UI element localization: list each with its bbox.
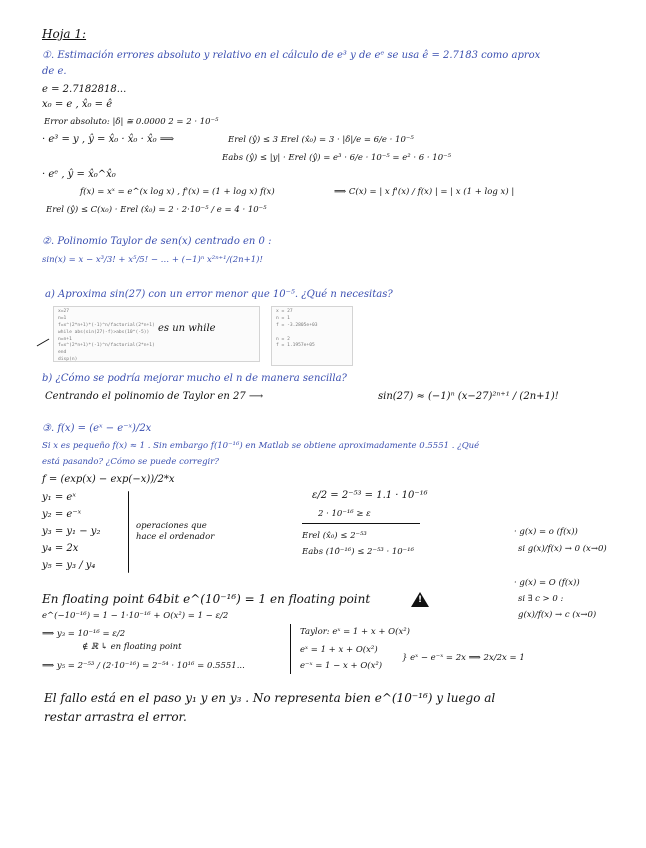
y5-value: ⟹ y₅ = 2⁻⁵³ / (2·10⁻¹⁶) = 2⁻⁵⁴ · 10¹⁶ = 0.5551... xyxy=(42,661,245,671)
fx-definition: f(x) = xˣ = e^(x log x) , f'(x) = (1 + log x) f(x) xyxy=(80,187,275,197)
conclusion-line2: restar arrastra el error. xyxy=(44,710,187,724)
absolute-error-bound: Eabs (ŷ) ≤ |y| · Erel (ŷ) = e³ · 6/e · 10⁻⁵ = e² · 6 · 10⁻⁵ xyxy=(222,153,452,163)
workspace-line: n = 2 xyxy=(276,336,290,342)
epsilon-half: ε/2 = 2⁻⁵³ = 1.1 · 10⁻¹⁶ xyxy=(312,490,428,501)
ex3-question-line1: Si x es pequeño f(x) ≈ 1 . Sin embargo f(10⁻¹⁶) en Matlab se obtiene aproximadamente 0.5551 . ¿Qué xyxy=(42,441,480,451)
code-line: n=1 xyxy=(58,315,67,321)
taylor-exp-neg: e⁻ˣ = 1 − x + O(x²) xyxy=(300,661,383,671)
divider xyxy=(290,624,291,674)
code-line: while abs(sin(27)-f)>abs(10^(-5)) xyxy=(58,329,150,335)
code-line: n=n+1 xyxy=(58,336,72,342)
while-note: es un while xyxy=(158,323,216,334)
computer-operations-note: operaciones que hace el ordenador xyxy=(136,521,215,543)
step-y2: y₂ = e⁻ˣ xyxy=(42,509,82,520)
relative-error-bound: Erel (ŷ) ≤ 3 Erel (x̂₀) = 3 · |δ|/e = 6/e · 10⁻⁵ xyxy=(228,135,414,145)
floating-point-note: En floating point 64bit e^(10⁻¹⁶) = 1 en floating point xyxy=(42,592,371,606)
code-line: disp(n) xyxy=(58,357,78,363)
ex3-relative-error: Erel (x̂₀) ≤ 2⁻⁵³ xyxy=(302,531,367,541)
answer-2b: Centrando el polinomio de Taylor en 27 ⟶ xyxy=(45,391,264,402)
code-line: x=27 xyxy=(58,309,70,314)
matlab-workspace-screenshot xyxy=(271,306,353,366)
taylor-series: sin(x) = x − x³/3! + x⁵/5! − … + (−1)ⁿ x²ⁿ⁺¹/(2n+1)! xyxy=(42,255,263,265)
taylor-exp: eˣ = 1 + x + O(x²) xyxy=(300,645,378,655)
e-cubed-line: · e³ = y , ŷ = x̂₀ · x̂₀ · x̂₀ ⟹ xyxy=(42,134,175,145)
workspace-line: n = 1 xyxy=(276,315,290,321)
ex3-question-line2: está pasando? ¿Cómo se puede corregir? xyxy=(42,457,219,467)
taylor-difference: } eˣ − e⁻ˣ = 2x ⟹ 2x/2x = 1 xyxy=(402,653,525,663)
warning-icon xyxy=(411,592,429,607)
workspace-line: f = 1.1957e+05 xyxy=(276,343,315,349)
workspace-line: f = -3.2805e+03 xyxy=(276,322,318,328)
workspace-line xyxy=(276,330,348,337)
ex1-heading-cont: de e. xyxy=(42,66,67,77)
code-line: f=x^(2*n+1)*(-1)^n/factorial(2*n+1) xyxy=(58,322,155,328)
step-y1: y₁ = eˣ xyxy=(42,492,76,503)
code-lines xyxy=(54,307,259,366)
ex3-absolute-error: Eabs (10̂⁻¹⁶) ≤ 2⁻⁵³ · 10⁻¹⁶ xyxy=(302,547,414,557)
absolute-error: Error absoluto: |δ| ≅ 0.0000 2 = 2 · 10⁻⁵ xyxy=(44,117,219,127)
relative-error-ee: Erel (ŷ) ≤ C(x₀) · Erel (x̂₀) = 2 · 2·10⁻⁵ / e = 4 · 10⁻⁵ xyxy=(46,205,267,215)
workspace-line: x = 27 xyxy=(276,309,293,314)
question-2a: a) Aproxima sin(27) con un error menor que 10⁻⁵. ¿Qué n necesitas? xyxy=(45,289,393,300)
var-lines xyxy=(272,307,352,352)
epsilon-bound: 2 · 10⁻¹⁶ ≥ ε xyxy=(318,509,371,519)
exp-neg-expansion: e^(−10⁻¹⁶) = 1 − 1·10⁻¹⁶ + O(x²) = 1 − ε/2 xyxy=(42,611,229,621)
matlab-code-screenshot xyxy=(53,306,260,362)
x-definition: x₀ = e , x̂₀ = ê xyxy=(42,99,113,110)
y3-note: ∉ ℝ ↳ en floating point xyxy=(82,642,182,652)
code-line: f=x^(2*n+1)*(-1)^n/factorial(2*n+1) xyxy=(58,343,155,349)
big-o-limit: g(x)/f(x) → c (x→0) xyxy=(518,610,597,620)
ex1-heading: ①. Estimación errores absoluto y relativo en el cálculo de e³ y de eᵉ se usa ê = 2.7183 como aprox xyxy=(42,50,541,61)
step-y3: y₃ = y₁ − y₂ xyxy=(42,526,101,537)
ex2-heading: ②. Polinomio Taylor de sen(x) centrado en 0 : xyxy=(42,236,272,247)
big-o-def: · g(x) = O (f(x)) xyxy=(514,578,580,588)
little-o-def: · g(x) = o (f(x)) xyxy=(514,527,578,537)
taylor-note: Taylor: eˣ = 1 + x + O(x²) xyxy=(300,627,410,637)
big-o-condition: si ∃ c > 0 : xyxy=(518,594,564,604)
separator xyxy=(302,523,420,524)
y3-value: ⟹ y₃ = 10⁻¹⁶ = ε/2 xyxy=(42,629,126,639)
arrow-mark xyxy=(37,339,50,347)
little-o-limit: si g(x)/f(x) → 0 (x→0) xyxy=(518,544,607,554)
code-line: end xyxy=(58,350,67,356)
page-title: Hoja 1: xyxy=(42,27,87,41)
e-power-e-line: · eᵉ , ŷ = x̂₀^x̂₀ xyxy=(42,169,116,180)
ex3-heading: ③. f(x) = (eˣ − e⁻ˣ)/2x xyxy=(42,423,152,434)
brace xyxy=(128,491,129,573)
matlab-expression: f = (exp(x) − exp(−x))/2*x xyxy=(42,474,175,485)
step-y5: y₅ = y₃ / y₄ xyxy=(42,560,96,571)
e-value: e = 2.7182818... xyxy=(42,84,127,95)
condition-number: ⟹ C(x) = | x f'(x) / f(x) | = | x (1 + log x) | xyxy=(334,187,515,197)
answer-2b-equation: sin(27) ≈ (−1)ⁿ (x−27)²ⁿ⁺¹ / (2n+1)! xyxy=(378,391,559,402)
step-y4: y₄ = 2x xyxy=(42,543,79,554)
conclusion-line1: El fallo está en el paso y₁ y en y₃ . No representa bien e^(10⁻¹⁶) y luego al xyxy=(44,691,496,705)
question-2b: b) ¿Cómo se podría mejorar mucho el n de manera sencilla? xyxy=(42,373,347,384)
